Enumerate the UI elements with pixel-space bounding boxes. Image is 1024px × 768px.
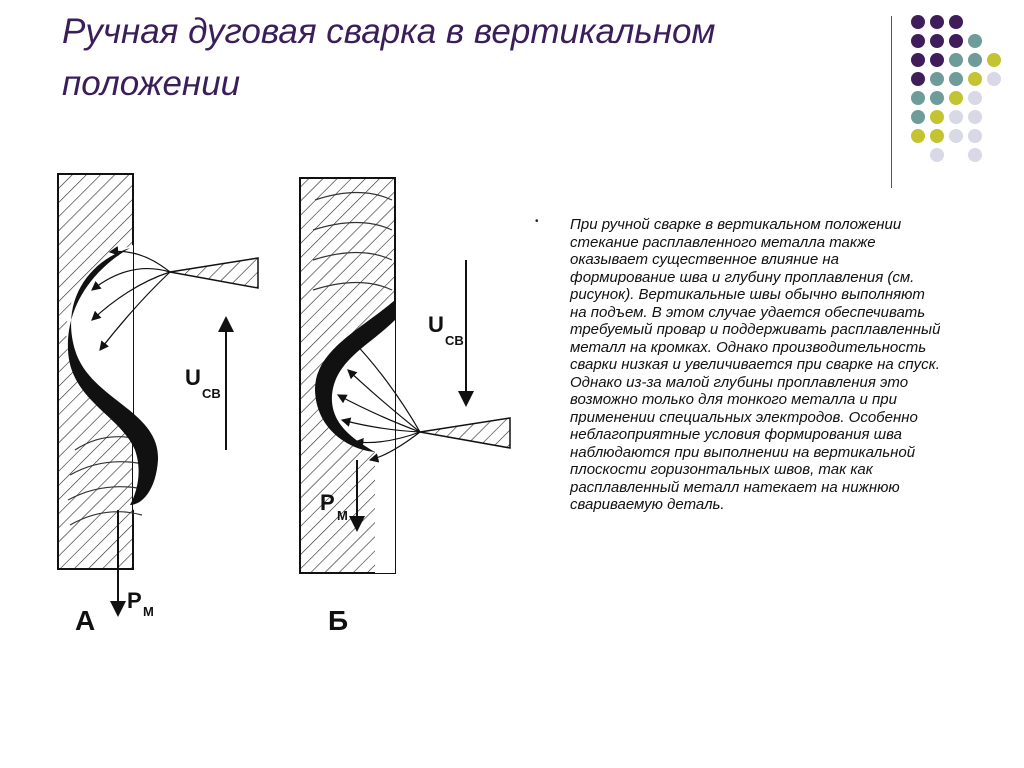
- decorative-dot: [911, 15, 925, 29]
- decorative-dot: [911, 72, 925, 86]
- mass-subscript-b: М: [337, 508, 348, 523]
- title-divider: [891, 16, 892, 188]
- decorative-dot: [930, 148, 944, 162]
- decorative-dot: [930, 53, 944, 67]
- decorative-dot: [949, 72, 963, 86]
- slide-title: Ручная дуговая сварка в вертикальном положении: [62, 12, 716, 103]
- decorative-dot: [987, 72, 1001, 86]
- body-paragraph: При ручной сварке в вертикальном положении стекание расплавленного металла также оказывает существенное влияние на формирование шва и глубину проплавления (см. рисунок). Вертикальные швы обычно выполняют на подъем. В этом случае удается обеспечивать требуемый провар и поддерживать расплавленный металл на кромках. Однако производительность сварки низкая и увеличивается при сварке на спуск. Однако из-за малой глубины проплавления это возможно только для тонкого металла и при применении специальных электродов. Особенно неблагоприятные условия формирования шва наблюдаются при выполнении на вертикальной плоскости горизонтальных швов, так как расплавленный металл натекает на нижнюю свариваемую деталь.: [570, 216, 941, 513]
- bullet-marker: •: [535, 216, 539, 227]
- diagram-b-label: Б: [328, 605, 349, 636]
- decorative-dot: [949, 34, 963, 48]
- decorative-dot: [968, 53, 982, 67]
- decorative-dot: [968, 91, 982, 105]
- decorative-dot: [930, 91, 944, 105]
- velocity-label-a: U: [185, 365, 201, 390]
- decorative-dot: [911, 129, 925, 143]
- decorative-dot: [949, 15, 963, 29]
- decorative-dot: [930, 110, 944, 124]
- decorative-dot-grid: [902, 12, 1022, 172]
- decorative-dot: [930, 129, 944, 143]
- decorative-dot: [949, 110, 963, 124]
- diagram-a: [58, 174, 258, 636]
- decorative-dot: [930, 72, 944, 86]
- velocity-subscript-a: СВ: [202, 386, 221, 401]
- mass-label-a: P: [127, 588, 142, 613]
- decorative-dot: [968, 148, 982, 162]
- diagram-a-label: А: [75, 605, 96, 636]
- decorative-dot: [911, 110, 925, 124]
- diagram-b: [300, 178, 510, 636]
- decorative-dot: [949, 129, 963, 143]
- decorative-dot: [968, 34, 982, 48]
- velocity-subscript-b: СВ: [445, 333, 464, 348]
- decorative-dot: [968, 110, 982, 124]
- decorative-dot: [911, 34, 925, 48]
- decorative-dot: [930, 15, 944, 29]
- decorative-dot: [968, 129, 982, 143]
- decorative-dot: [949, 53, 963, 67]
- mass-label-b: P: [320, 490, 335, 515]
- decorative-dot: [930, 34, 944, 48]
- velocity-label-b: U: [428, 312, 444, 337]
- welding-diagram: [30, 160, 530, 650]
- mass-subscript-a: М: [143, 604, 154, 619]
- decorative-dot: [911, 91, 925, 105]
- content-text-block: [535, 216, 945, 514]
- decorative-dot: [987, 53, 1001, 67]
- decorative-dot: [949, 91, 963, 105]
- decorative-dot: [911, 53, 925, 67]
- decorative-dot: [968, 72, 982, 86]
